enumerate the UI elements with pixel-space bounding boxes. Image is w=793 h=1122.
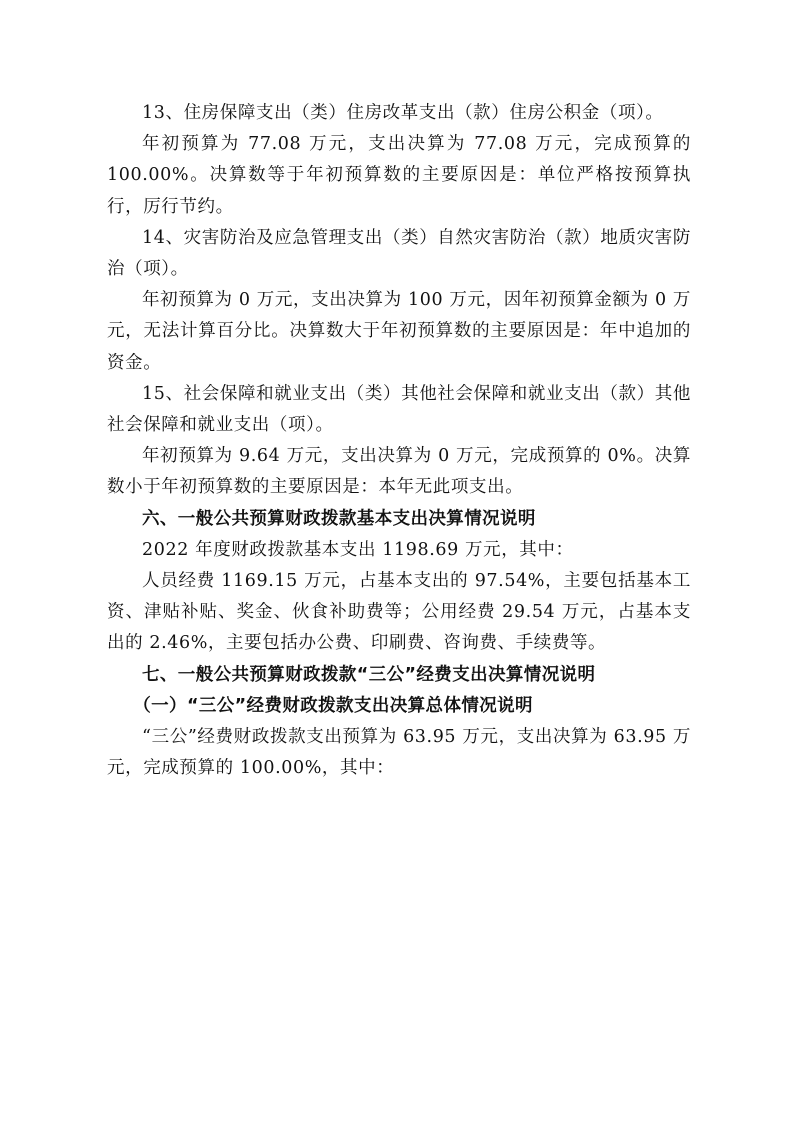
- item-13-description: 年初预算为 77.08 万元，支出决算为 77.08 万元，完成预算的 100.00%。决算数等于年初预算数的主要原因是：单位严格按预算执行，厉行节约。: [107, 134, 691, 217]
- section-6-heading: 六、一般公共预算财政拨款基本支出决算情况说明: [142, 508, 536, 529]
- section-7-heading: 七、一般公共预算财政拨款“三公”经费支出决算情况说明: [142, 664, 596, 685]
- section-6-intro: 2022 年度财政拨款基本支出 1198.69 万元，其中：: [142, 539, 574, 560]
- section-7-1-heading: （一）“三公”经费财政拨款支出决算总体情况说明: [133, 695, 533, 716]
- document-body: [107, 98, 691, 784]
- item-13-title: 13、住房保障支出（类）住房改革支出（款）住房公积金（项）。: [142, 103, 664, 123]
- item-14-title: 14、灾害防治及应急管理支出（类）自然灾害防治（款）地质灾害防治（项）。: [107, 227, 691, 280]
- item-15-title: 15、社会保障和就业支出（类）其他社会保障和就业支出（款）其他社会保障和就业支出（项）。: [107, 383, 691, 436]
- item-15-description: 年初预算为 9.64 万元，支出决算为 0 万元，完成预算的 0%。决算数小于年初预算数的主要原因是：本年无此项支出。: [107, 446, 691, 498]
- section-6-detail: 人员经费 1169.15 万元，占基本支出的 97.54%，主要包括基本工资、津贴补贴、奖金、伙食补助费等；公用经费 29.54 万元，占基本支出的 2.46%，主要包括办公费、印刷费、咨询费、手续费等。: [107, 571, 691, 654]
- item-14-description: 年初预算为 0 万元，支出决算为 100 万元，因年初预算金额为 0 万元，无法计算百分比。决算数大于年初预算数的主要原因是：年中追加的资金。: [107, 290, 691, 373]
- section-7-1-detail: “三公”经费财政拨款支出预算为 63.95 万元，支出决算为 63.95 万元，完成预算的 100.00%，其中：: [107, 727, 691, 779]
